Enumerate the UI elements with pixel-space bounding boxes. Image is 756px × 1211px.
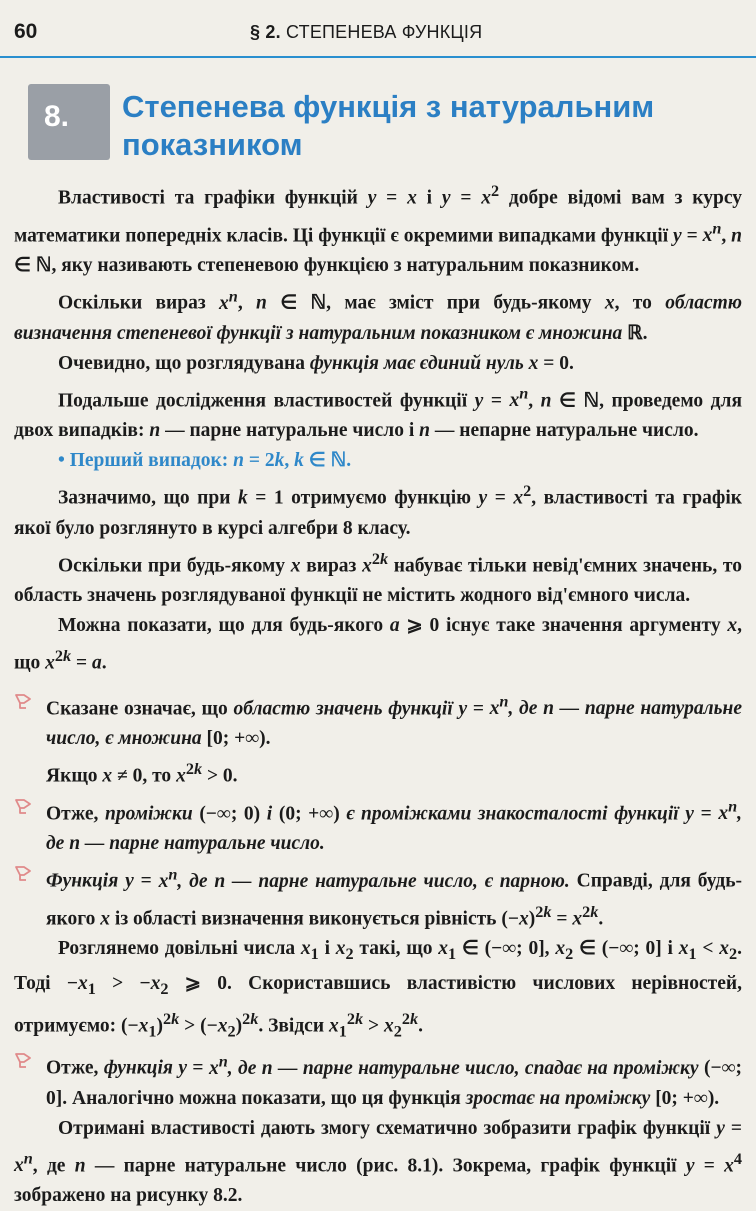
paragraph: Розглянемо довільні числа $x_1$ і $x_2$ такі, що $x_1$ ∈ (−∞; 0], $x_2$ ∈ (−∞; 0] і $x_1 < x_2$. Тоді $-x_1 > -x_2$ ⩾ 0. Скориставшись властивістю числових нерівностей, отримуємо: $(-x_1)^{2k} > (-x_2)^{2k}$. Звідси $x_1^{2k} > x_2^{2k}$.	[14, 938, 743, 1041]
paragraph: Оскільки при будь-якому x вираз $x^{2k}$ набуває тільки невід'ємних значень, то область значень розглядуваної функції не містить жодного від'ємного числа.	[14, 549, 743, 606]
page-body	[14, 176, 742, 1211]
paragraph: Можна показати, що для будь-якого a ⩾ 0 існує таке значення аргументу x, що $x^{2k} = a$.	[14, 615, 742, 674]
paragraph: Зазначимо, що при k = 1 отримуємо функцію $y = x^2$, властивості та графік якої було розглянуто в курсі алгебри 8 класу.	[14, 482, 742, 539]
header-rule	[0, 56, 756, 58]
case-heading: • Перший випадок: n = 2k, k ∈ ℕ.	[58, 450, 352, 471]
paragraph: Властивості та графіки функцій y = x і $y = x^2$ добре відомі вам з курсу математики попередніх класів. Ці функції є окремими випадками функції $y = x^n$, n ∈ ℕ, яку називають степеневою функцією з натуральним показником.	[14, 182, 742, 276]
pointing-hand-icon	[14, 1048, 36, 1070]
chapter-number-badge	[28, 84, 110, 160]
bullet-paragraph: Отже, функція $y = x^n$, де n — парне натуральне число, спадає на проміжку (−∞; 0]. Аналогічно можна показати, що ця функція зростає на проміжку [0; +∞).	[14, 1046, 742, 1114]
page-header	[0, 0, 756, 60]
pointing-hand-icon	[14, 794, 36, 816]
bullet-paragraph: Функція $y = x^n$, де n — парне натуральне число, є парною. Справді, для будь-якого x із області визначення виконується рівність $(-x)^{2k} = x^{2k}$.	[14, 859, 742, 934]
page-number: 60	[14, 20, 38, 43]
bullet-paragraph: Отже, проміжки (−∞; 0) і (0; +∞) є проміжками знакосталості функції $y = x^n$, де n — парне натуральне число.	[14, 792, 742, 860]
paragraph: Подальше дослідження властивостей функції $y = x^n$, n ∈ ℕ, проведемо для двох випадків: n — парне натуральне число і n — непарне натуральне число.	[14, 384, 742, 441]
pointing-hand-icon	[14, 861, 36, 883]
pointing-hand-icon	[14, 689, 36, 711]
paragraph: Отримані властивості дають змогу схематично зобразити графік функції $y = x^n$, де n — парне натуральне число (рис. 8.1). Зокрема, графік функції $y = x^4$ зображено на рисунку 8.2.	[14, 1117, 742, 1207]
bullet-paragraph: Сказане означає, що областю значень функції $y = x^n$, де n — парне натуральне число, є множина [0; +∞).	[14, 687, 742, 755]
paragraph: Оскільки вираз $x^n$, n ∈ ℕ, має зміст при будь-якому x, то областю визначення степеневої функції з натуральним показником є множина ℝ.	[14, 287, 743, 344]
chapter-title: Степенева функція з натуральним показником	[122, 89, 655, 162]
paragraph: Очевидно, що розглядувана функція має єдиний нуль x = 0.	[58, 352, 574, 374]
running-head: § 2. СТЕПЕНЕВА ФУНКЦІЯ	[250, 22, 483, 42]
chapter-number: 8.	[44, 100, 70, 133]
paragraph: Якщо x ≠ 0, то $x^{2k} > 0$.	[46, 760, 238, 787]
